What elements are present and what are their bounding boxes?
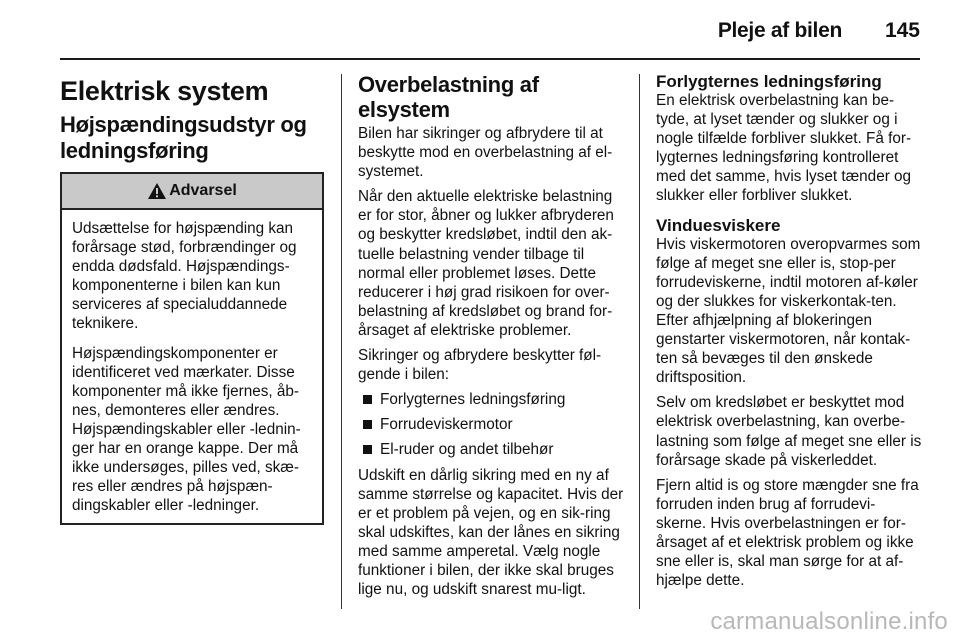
body-paragraph: Fjern altid is og store mængder sne fra forruden inden brug af forrudevi-skerne. Hvis overbelastningen er for-årsaget af et elektrisk problem og ikke sne eller is, skal man sørge for at af-hjælpe dette.	[656, 476, 919, 590]
bullet-list	[358, 390, 624, 459]
column-right	[656, 72, 924, 596]
section-heading: Overbelastning af elsystem	[358, 72, 539, 122]
section-heading: Højspændingsudstyr og ledningsføring	[60, 112, 307, 163]
section-title: Pleje af bilen	[717, 19, 842, 42]
column-divider	[639, 74, 640, 609]
list-item-label: Forrudeviskermotor	[380, 416, 513, 434]
warning-body	[62, 210, 322, 523]
subheading: Forlygternes ledningsføring	[656, 72, 882, 91]
body-paragraph: Sikringer og afbrydere beskytter føl-gende i bilen:	[358, 347, 602, 384]
watermark: carmanualsonline.info	[710, 608, 948, 635]
body-paragraph: Bilen har sikringer og afbrydere til at beskytte mod en overbelastning af el-systemet.	[358, 125, 613, 181]
column-divider	[341, 74, 342, 609]
header-divider	[60, 58, 920, 60]
list-item	[358, 390, 624, 409]
body-paragraph: Udskift en dårlig sikring med en ny af samme størrelse og kapacitet. Hvis der er et problem på vejen, og en sik-ring skal udskiftes, kan der lånes en sikring med samme amperetal. Vælg nogle funktioner i bilen, der ikke skal bruges lige nu, og udskift snarest mu-ligt.	[358, 466, 624, 599]
list-item	[358, 440, 624, 459]
subheading: Vinduesviskere	[656, 215, 781, 235]
warning-triangle-icon	[147, 182, 167, 200]
list-item	[358, 415, 624, 434]
warning-paragraph: Udsættelse for højspænding kan forårsage stød, forbrændinger og endda dødsfald. Højspændings-komponenterne i bilen kan kun serviceres af specialuddannede teknikere.	[72, 220, 297, 333]
page-title: Elektrisk system	[60, 76, 269, 106]
warning-paragraph: Højspændingskomponenter er identificeret ved mærkater. Disse komponenter må ikke fjernes, åb-nes, demonteres eller ændres. Højspændingskabler eller -lednin-ger har en orange kappe. Der må ikke undersøges, pilles ved, skæ-res eller ændres på højspæn-dingskabler eller -ledninger.	[72, 344, 301, 515]
page-header	[0, 0, 960, 60]
warning-label: Advarsel	[169, 182, 237, 200]
column-left	[60, 72, 324, 525]
column-middle	[358, 72, 624, 605]
bullet-square-icon	[363, 420, 372, 429]
warning-header	[62, 174, 322, 210]
list-item-label: El-ruder og andet tilbehør	[380, 441, 554, 459]
warning-box	[60, 172, 324, 525]
body-paragraph: En elektrisk overbelastning kan be-tyde, at lyset tænder og slukker og i nogle tilfælde forbliver slukket. Få for-lygternes ledningsføring kontrolleret med det samme, hvis lyset tænder og slukker eller forbliver slukket.	[656, 92, 912, 205]
body-paragraph: Hvis viskermotoren overopvarmes som følge af meget sne eller is, stop-per forrudeviskerne, indtil motoren af-køler og der slukkes for viskerkontak-ten. Efter afhjælpning af blokeringen genstarter viskermotoren, når kontak-ten så bevæges til den ønskede driftsposition.	[656, 235, 921, 387]
body-paragraph: Selv om kredsløbet er beskyttet mod elektrisk overbelastning, kan overbe-lastning som følge af meget sne eller is forårsage skade på viskerleddet.	[656, 394, 922, 469]
page-number: 145	[884, 19, 920, 42]
bullet-square-icon	[363, 445, 372, 454]
body-paragraph: Når den aktuelle elektriske belastning er for stor, åbner og lukker afbryderen og beskytter kredsløbet, indtil den ak-tuelle belastning vender tilbage til normal eller problemet løses. Dette reducerer i høj grad risikoen for over-belastning af kredsløbet og brand for-årsaget af elektriske problemer.	[358, 188, 614, 339]
bullet-square-icon	[363, 395, 372, 404]
list-item-label: Forlygternes ledningsføring	[380, 391, 566, 409]
